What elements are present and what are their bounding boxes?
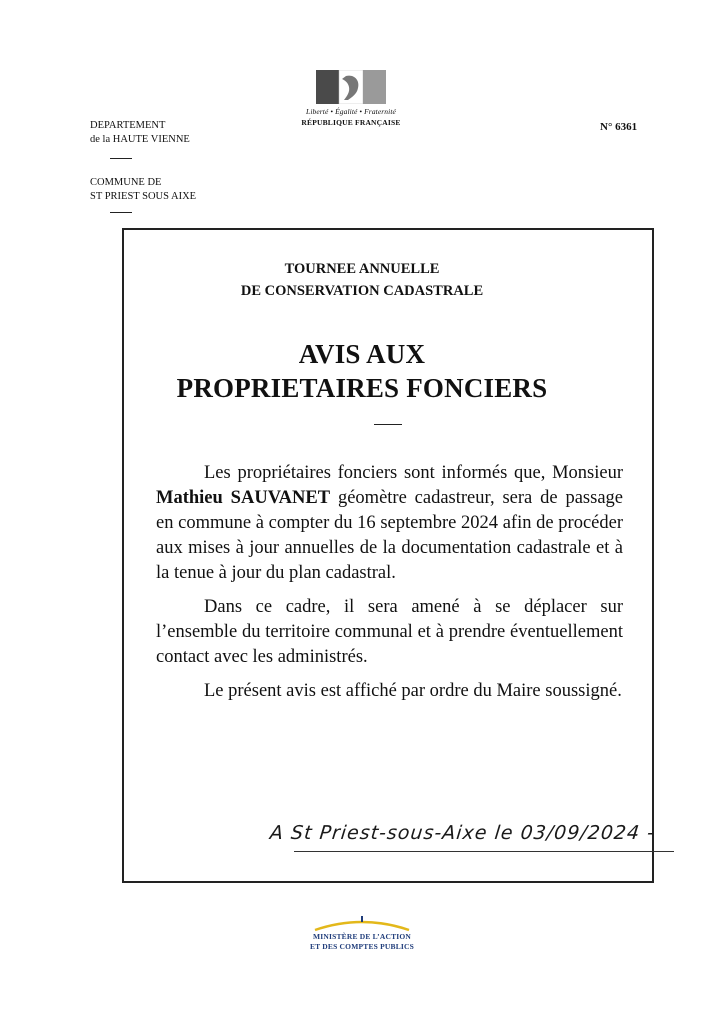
- handwritten-place-date: A St Priest-sous-Aixe le 03/09/2024 -: [268, 822, 657, 844]
- marianne-logo-icon: [316, 70, 386, 104]
- notice-title: [0, 337, 724, 405]
- notice-body: [156, 461, 623, 713]
- notice-subtitle: [0, 258, 724, 302]
- department-line-2: de la HAUTE VIENNE: [90, 134, 190, 145]
- department-block: [90, 119, 190, 147]
- subtitle-line-1: TOURNEE ANNUELLE: [284, 261, 440, 277]
- paragraph-1-rest: géomètre cadastreur, sera de passage en commune à compter du 16 septembre 2024 afin de procéder aux mises à jour annuelles de la documentation cadastrale et à la tenue à jour du plan cadastral.: [156, 488, 623, 583]
- surveyor-name: Mathieu SAUVANET: [156, 488, 331, 508]
- commune-block: [90, 176, 196, 204]
- ministry-line-2: ET DES COMPTES PUBLICS: [309, 942, 415, 951]
- ministry-arc-logo-icon: [307, 912, 417, 932]
- title-divider: [374, 424, 402, 425]
- republic-motto: Liberté • Égalité • Fraternité: [306, 107, 396, 116]
- paragraph-1: [156, 461, 623, 586]
- divider: [110, 158, 132, 159]
- commune-line-1: COMMUNE DE: [90, 177, 162, 188]
- ministry-line-1: MINISTÈRE DE L’ACTION: [312, 932, 412, 941]
- subtitle-line-2: DE CONSERVATION CADASTRALE: [240, 283, 484, 299]
- republic-name: RÉPUBLIQUE FRANÇAISE: [301, 118, 401, 127]
- ministry-logo: [300, 912, 424, 952]
- department-line-1: DEPARTEMENT: [90, 120, 166, 131]
- divider: [110, 212, 132, 213]
- republique-francaise-logo: [296, 70, 406, 127]
- paragraph-2: Dans ce cadre, il sera amené à se déplacer sur l’ensemble du territoire communal et à prendre éventuellement contact avec les administrés.: [156, 597, 623, 667]
- commune-line-2: ST PRIEST SOUS AIXE: [90, 191, 197, 202]
- paragraph-1-intro: Les propriétaires fonciers sont informés que, Monsieur: [204, 463, 623, 483]
- paragraph-3: Le présent avis est affiché par ordre du Maire soussigné.: [204, 681, 622, 701]
- title-line-1: AVIS AUX: [298, 339, 426, 369]
- notice-number: N° 6361: [600, 121, 638, 133]
- signature-underline: [294, 851, 674, 852]
- title-line-2: PROPRIETAIRES FONCIERS: [176, 373, 548, 403]
